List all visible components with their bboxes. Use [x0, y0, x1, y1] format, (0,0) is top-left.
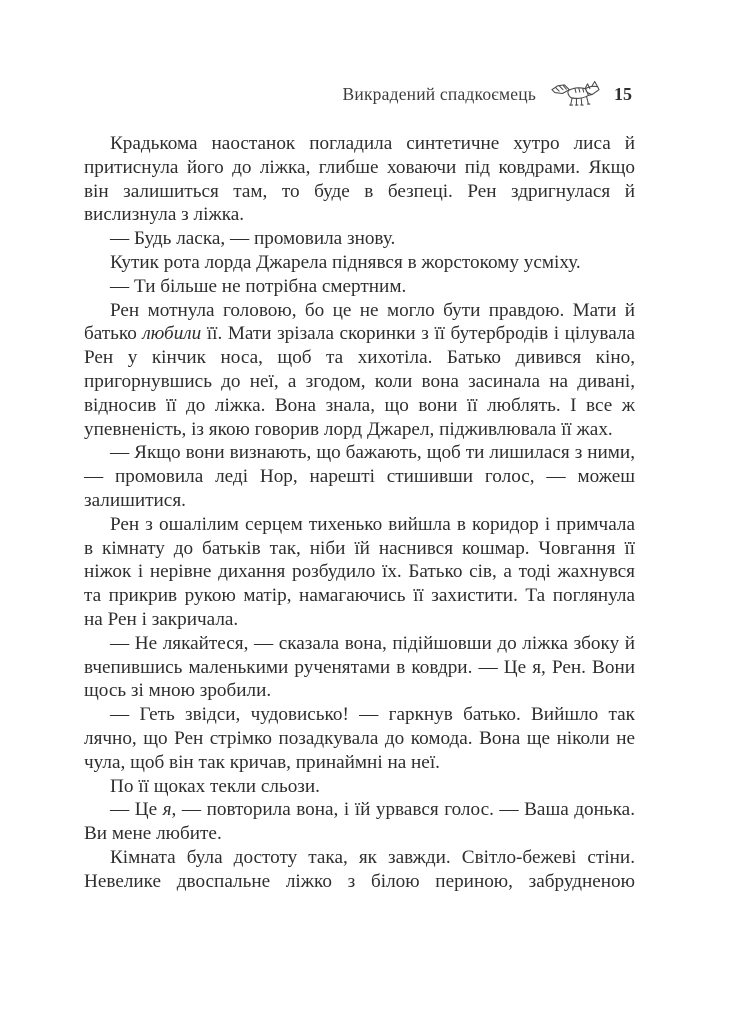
paragraph: [84, 299, 635, 442]
running-title: Викрадений спадкоємець: [342, 83, 536, 104]
text-segment: Кімната була достоту така, як завжди. Світло-бежеві стіни. Невелике двоспальне ліжко з білою периною, забрудненою: [84, 846, 635, 892]
text-segment: — Геть звідси, чудовисько! — гаркнув батько. Вийшло так лячно, що Рен стрімко позадкувала до комода. Вона ще ніколи не чула, щоб він так кричав, принаймні на неї.: [84, 704, 635, 773]
paragraph: [84, 513, 635, 632]
italic-text: любили: [142, 323, 202, 345]
text-segment: , — повторила вона, і їй урвався голос. — Ваша донька. Ви мене любите.: [84, 799, 635, 845]
paragraph: [84, 251, 635, 275]
text-segment: Рен з ошалілим серцем тихенько вийшла в коридор і примчала в кімнату до батьків так, ніби їй наснився кошмар. Човгання її ніжок і нерівне дихання розбудило їх. Батько сів, а тоді жахнувся та прикрив рукою матір, намагаючись її захистити. Та поглянула на Рен і закричала.: [84, 513, 635, 630]
text-block: [84, 132, 635, 894]
text-segment: її. Мати зрізала скоринки з її бутербродів і цілувала Рен у кінчик носа, щоб та хихотіла. Батько дивився кіно, пригорнувшись до неї, а згодом, коли вона засинала на дивані, відносив її до ліжка. Вона знала, що вони її люблять. І все ж упевненість, із якою говорив лорд Джарел, підживлювала її жах.: [84, 323, 635, 440]
paragraph: [84, 275, 635, 299]
text-segment: Крадькома наостанок погладила синтетичне хутро лиса й притиснула його до ліжка, глибше ховаючи під ковдрами. Якщо він залишиться там, то буде в безпеці. Рен здригнулася й вислизнула з ліжка.: [84, 133, 635, 226]
paragraph: [84, 132, 635, 227]
paragraph: [84, 798, 635, 846]
paragraph: [84, 441, 635, 512]
text-segment: Рен мотнула головою, бо це не могло бути правдою. Мати й батько: [84, 299, 635, 345]
paragraph: [84, 846, 635, 894]
text-segment: — Ти більше не потрібна смертним.: [110, 275, 407, 297]
paragraph: [84, 703, 635, 774]
page-number: 15: [614, 83, 632, 104]
text-segment: Кутик рота лорда Джарела піднявся в жорстокому усміху.: [110, 251, 581, 273]
text-segment: — Якщо вони визнають, що бажають, щоб ти лишилася з ними, — промовила леді Нор, нарешті стишивши голос, — можеш залишитися.: [84, 442, 635, 511]
text-segment: — Не лякайтеся, — сказала вона, підійшовши до ліжка збоку й вчепившись маленькими рученятами в ковдри. — Це я, Рен. Вони щось зі мною зробили.: [84, 632, 635, 702]
running-header: [343, 78, 632, 110]
text-segment: — Це: [110, 799, 163, 821]
fox-icon: [550, 80, 600, 112]
paragraph: [84, 632, 635, 703]
text-segment: — Будь ласка, — промовила знову.: [110, 228, 396, 250]
paragraph: [84, 775, 635, 799]
paragraph: [84, 227, 635, 251]
italic-text: я: [162, 799, 172, 821]
text-segment: По її щоках текли сльози.: [110, 775, 320, 797]
